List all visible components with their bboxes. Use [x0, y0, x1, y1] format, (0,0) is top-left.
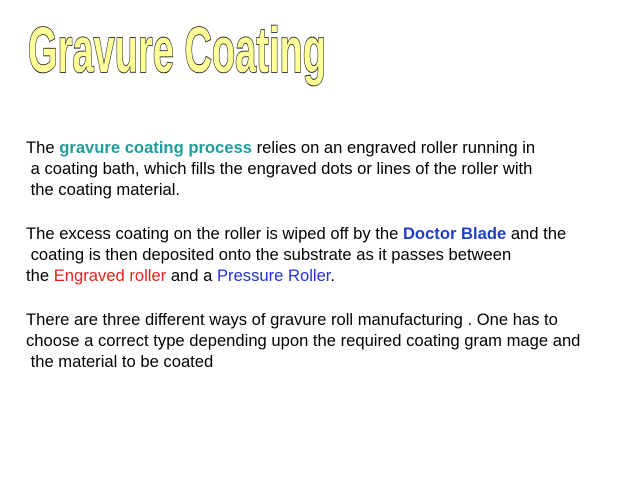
highlight-pressure-roller: Pressure Roller: [216, 266, 331, 285]
text-segment: and the: [506, 224, 567, 243]
text-segment: The excess coating on the roller is wiped off by the: [26, 224, 403, 243]
paragraph-line: a coating bath, which fills the engraved dots or lines of the roller with: [26, 159, 533, 178]
paragraph-line: [26, 265, 631, 286]
paragraph-doctor-blade: [26, 223, 631, 286]
paragraph-line: [26, 223, 631, 244]
highlight-doctor-blade: Doctor Blade: [402, 224, 507, 243]
paragraph-line: coating is then deposited onto the substrate as it passes between: [26, 245, 512, 264]
paragraph-line: choose a correct type depending upon the required coating gram mage and: [26, 331, 581, 350]
text-segment: .: [330, 266, 336, 285]
paragraph-roll-manufacturing: [26, 309, 631, 372]
paragraph-gravure-process: [26, 137, 631, 200]
paragraph-line: There are three different ways of gravure roll manufacturing . One has to: [26, 310, 558, 329]
slide-title: Gravure Coating: [28, 14, 326, 86]
text-segment: The: [26, 138, 60, 157]
text-segment: relies on an engraved roller running in: [251, 138, 536, 157]
slide-title-graphic: [28, 6, 338, 86]
text-segment: and a: [166, 266, 217, 285]
paragraph-line: [26, 137, 631, 158]
highlight-gravure-coating-process: gravure coating process: [59, 138, 252, 157]
text-segment: the: [26, 266, 54, 285]
paragraph-line: the material to be coated: [26, 352, 214, 371]
paragraph-line: the coating material.: [26, 180, 181, 199]
highlight-engraved-roller: Engraved roller: [53, 266, 167, 285]
